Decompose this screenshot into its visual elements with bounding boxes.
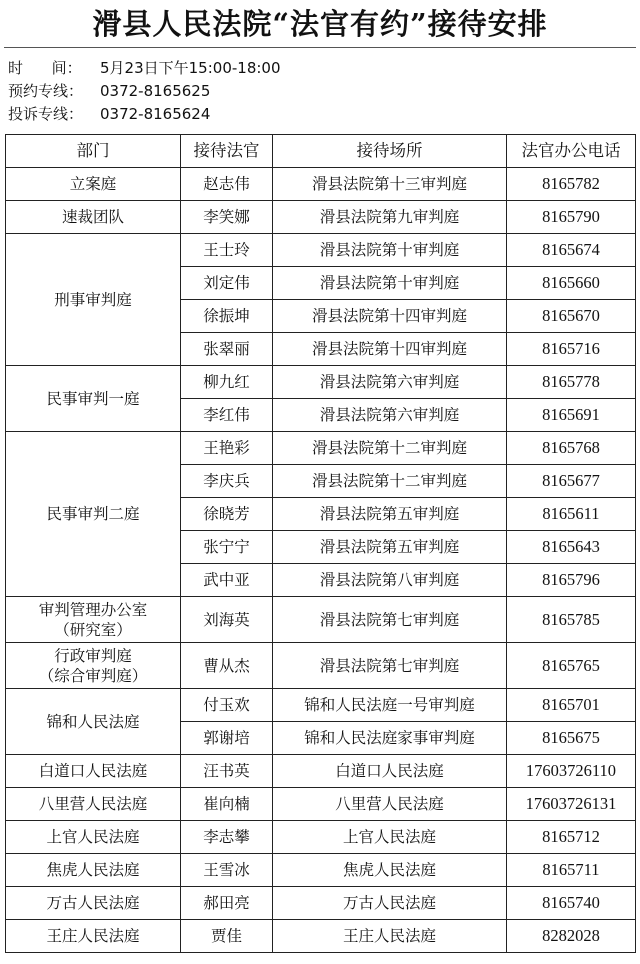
department-name: 审判管理办公室 xyxy=(38,600,148,619)
reception-location: 滑县法院第六审判庭 xyxy=(273,366,507,399)
reception-location: 滑县法院第十二审判庭 xyxy=(273,432,507,465)
department-name: 立案庭 xyxy=(69,175,117,193)
reception-location: 滑县法院第九审判庭 xyxy=(273,201,507,234)
time-label: 时 间： xyxy=(8,59,82,77)
table-row xyxy=(6,432,636,465)
table-row xyxy=(6,234,636,267)
judge-name: 郝田亮 xyxy=(181,887,273,920)
reception-location: 八里营人民法庭 xyxy=(273,788,507,821)
department-name: （综合审判庭） xyxy=(38,666,148,685)
table-row xyxy=(6,920,636,953)
reception-location: 滑县法院第十二审判庭 xyxy=(273,465,507,498)
judge-name: 付玉欢 xyxy=(181,689,273,722)
reception-location: 滑县法院第五审判庭 xyxy=(273,498,507,531)
office-phone: 8165785 xyxy=(507,597,636,643)
office-phone: 8165796 xyxy=(507,564,636,597)
judge-name: 贾佳 xyxy=(181,920,273,953)
time-value: 5月23日下午15:00-18:00 xyxy=(100,59,281,77)
department-name: 速裁团队 xyxy=(61,208,124,226)
office-phone: 17603726131 xyxy=(507,788,636,821)
judge-name: 王艳彩 xyxy=(181,432,273,465)
judge-name: 李志攀 xyxy=(181,821,273,854)
title-divider xyxy=(4,47,636,48)
appointment-phone: 0372-8165625 xyxy=(100,82,211,100)
table-row xyxy=(6,366,636,399)
office-phone: 8165790 xyxy=(507,201,636,234)
department-name: 上官人民法庭 xyxy=(46,828,140,846)
reception-location: 滑县法院第十三审判庭 xyxy=(273,168,507,201)
judge-name: 武中亚 xyxy=(181,564,273,597)
appointment-label: 预约专线： xyxy=(8,82,84,100)
office-phone: 8165691 xyxy=(507,399,636,432)
office-phone: 8165711 xyxy=(507,854,636,887)
department-name: 民事审判二庭 xyxy=(46,505,140,523)
office-phone: 8165778 xyxy=(507,366,636,399)
table-row xyxy=(6,821,636,854)
complaint-phone: 0372-8165624 xyxy=(100,105,211,123)
table-row xyxy=(6,854,636,887)
reception-location: 滑县法院第十四审判庭 xyxy=(273,300,507,333)
judge-name: 王雪冰 xyxy=(181,854,273,887)
office-phone: 8165765 xyxy=(507,643,636,689)
department-cell xyxy=(6,755,181,788)
judge-name: 徐晓芳 xyxy=(181,498,273,531)
complaint-label: 投诉专线： xyxy=(8,105,84,123)
judge-name: 刘海英 xyxy=(181,597,273,643)
office-phone: 8165643 xyxy=(507,531,636,564)
reception-location: 滑县法院第六审判庭 xyxy=(273,399,507,432)
office-phone: 8165740 xyxy=(507,887,636,920)
reception-location: 白道口人民法庭 xyxy=(273,755,507,788)
table-row xyxy=(6,788,636,821)
office-phone: 8165611 xyxy=(507,498,636,531)
office-phone: 8165712 xyxy=(507,821,636,854)
judge-name: 王士玲 xyxy=(181,234,273,267)
table-row xyxy=(6,887,636,920)
reception-location: 滑县法院第十审判庭 xyxy=(273,234,507,267)
office-phone: 8165660 xyxy=(507,267,636,300)
header-office-phone: 法官办公电话 xyxy=(507,135,636,168)
judge-name: 曹从杰 xyxy=(181,643,273,689)
office-phone: 8165716 xyxy=(507,333,636,366)
judge-name: 李红伟 xyxy=(181,399,273,432)
reception-location: 滑县法院第五审判庭 xyxy=(273,531,507,564)
table-header-row xyxy=(6,135,636,168)
judge-name: 李庆兵 xyxy=(181,465,273,498)
judge-name: 郭谢培 xyxy=(181,722,273,755)
department-cell xyxy=(6,643,181,689)
table-row xyxy=(6,597,636,643)
department-cell xyxy=(6,168,181,201)
reception-location: 滑县法院第十四审判庭 xyxy=(273,333,507,366)
office-phone: 8165768 xyxy=(507,432,636,465)
department-name: 焦虎人民法庭 xyxy=(46,861,140,879)
schedule-table xyxy=(5,134,636,953)
department-name: 八里营人民法庭 xyxy=(38,795,148,813)
department-cell xyxy=(6,689,181,755)
table-row xyxy=(6,643,636,689)
office-phone: 8165677 xyxy=(507,465,636,498)
table-row xyxy=(6,689,636,722)
department-cell xyxy=(6,887,181,920)
reception-location: 滑县法院第七审判庭 xyxy=(273,643,507,689)
table-row xyxy=(6,201,636,234)
reception-location: 滑县法院第十审判庭 xyxy=(273,267,507,300)
department-cell xyxy=(6,201,181,234)
department-name: 民事审判一庭 xyxy=(46,389,140,408)
info-appointment xyxy=(8,82,210,100)
judge-name: 刘定伟 xyxy=(181,267,273,300)
reception-location: 锦和人民法庭家事审判庭 xyxy=(273,722,507,755)
judge-name: 汪书英 xyxy=(181,755,273,788)
judge-name: 徐振坤 xyxy=(181,300,273,333)
office-phone: 8282028 xyxy=(507,920,636,953)
office-phone: 8165670 xyxy=(507,300,636,333)
office-phone: 8165675 xyxy=(507,722,636,755)
office-phone: 8165674 xyxy=(507,234,636,267)
department-cell xyxy=(6,366,181,432)
department-cell xyxy=(6,821,181,854)
department-cell xyxy=(6,234,181,366)
department-cell xyxy=(6,920,181,953)
judge-name: 张翠丽 xyxy=(181,333,273,366)
header-judge: 接待法官 xyxy=(181,135,273,168)
office-phone: 17603726110 xyxy=(507,755,636,788)
info-time xyxy=(8,59,281,77)
info-complaint xyxy=(8,105,210,123)
department-name: 白道口人民法庭 xyxy=(38,762,148,780)
judge-name: 柳九红 xyxy=(181,366,273,399)
department-cell xyxy=(6,432,181,597)
department-name: （研究室） xyxy=(54,620,132,639)
reception-location: 王庄人民法庭 xyxy=(273,920,507,953)
judge-name: 张宁宁 xyxy=(181,531,273,564)
judge-name: 赵志伟 xyxy=(181,168,273,201)
judge-name: 崔向楠 xyxy=(181,788,273,821)
department-name: 万古人民法庭 xyxy=(46,894,140,912)
judge-name: 李笑娜 xyxy=(181,201,273,234)
reception-location: 焦虎人民法庭 xyxy=(273,854,507,887)
header-department: 部门 xyxy=(6,135,181,168)
table-body xyxy=(6,168,636,953)
reception-location: 万古人民法庭 xyxy=(273,887,507,920)
department-name: 行政审判庭 xyxy=(54,646,132,665)
department-name: 锦和人民法庭 xyxy=(46,712,140,731)
office-phone: 8165782 xyxy=(507,168,636,201)
department-cell xyxy=(6,854,181,887)
header-location: 接待场所 xyxy=(273,135,507,168)
reception-location: 滑县法院第七审判庭 xyxy=(273,597,507,643)
department-name: 王庄人民法庭 xyxy=(46,927,140,945)
department-cell xyxy=(6,788,181,821)
table-row xyxy=(6,755,636,788)
department-cell xyxy=(6,597,181,643)
table-row xyxy=(6,168,636,201)
office-phone: 8165701 xyxy=(507,689,636,722)
reception-location: 上官人民法庭 xyxy=(273,821,507,854)
reception-location: 滑县法院第八审判庭 xyxy=(273,564,507,597)
reception-location: 锦和人民法庭一号审判庭 xyxy=(273,689,507,722)
department-name: 刑事审判庭 xyxy=(54,290,132,309)
page-title: 滑县人民法院“法官有约”接待安排 xyxy=(92,7,548,41)
